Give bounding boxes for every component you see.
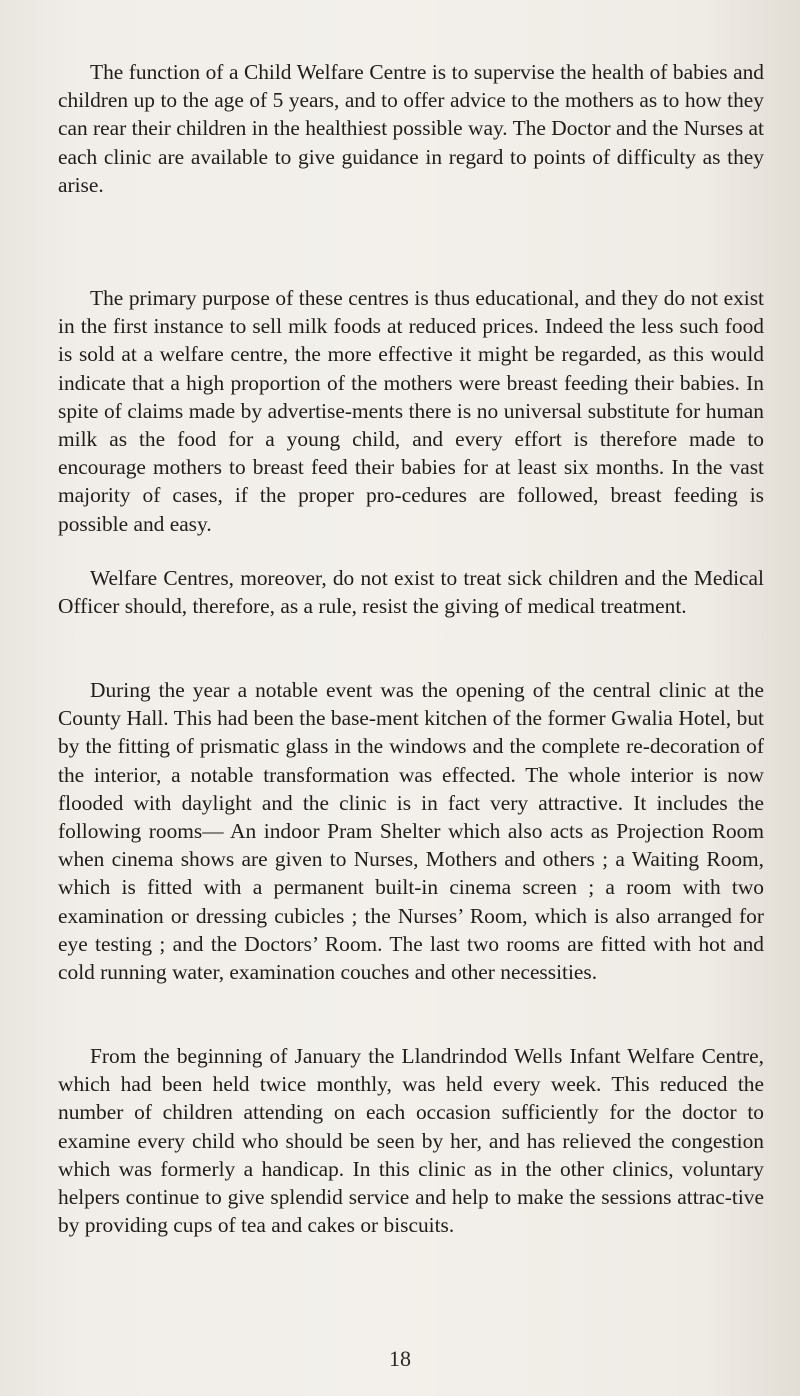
paragraph-5 — [58, 1042, 764, 1239]
paragraph-3-text: Welfare Centres, moreover, do not exist to treat sick children and the Medical Officer should, therefore, as a rule, resist the giving of medical treatment. — [58, 566, 764, 619]
paragraph-3 — [58, 564, 764, 620]
page-number: 18 — [389, 1346, 411, 1371]
paragraph-2 — [58, 284, 764, 538]
paragraph-4 — [58, 676, 764, 986]
paragraph-4-text: During the year a notable event was the opening of the central clinic at the County Hall. This had been the base-ment kitchen of the former Gwalia Hotel, but by the fitting of prismatic glass in the windows and the complete re-decoration of the interior, a notable transformation was effected. The whole interior is now flooded with daylight and the clinic is in fact very attractive. It includes the following rooms— An indoor Pram Shelter which also acts as Projection Room when cinema shows are given to Nurses, Mothers and others ; a Waiting Room, which is fitted with a permanent built-in cinema screen ; a room with two examination or dressing cubicles ; the Nurses’ Room, which is also arranged for eye testing ; and the Doctors’ Room. The last two rooms are fitted with hot and cold running water, examination couches and other necessities. — [58, 678, 764, 985]
paragraph-1 — [58, 58, 764, 199]
paragraph-1-text: The function of a Child Welfare Centre is to supervise the health of babies and children up to the age of 5 years, and to offer advice to the mothers as to how they can rear their children in the healthiest possible way. The Doctor and the Nurses at each clinic are available to give guidance in regard to points of difficulty as they arise. — [58, 60, 764, 197]
paragraph-5-text: From the beginning of January the Llandrindod Wells Infant Welfare Centre, which had been held twice monthly, was held every week. This reduced the number of children attending on each occasion sufficiently for the doctor to examine every child who should be seen by her, and has relieved the congestion which was formerly a handicap. In this clinic as in the other clinics, voluntary helpers continue to give splendid service and help to make the sessions attrac-tive by providing cups of tea and cakes or biscuits. — [58, 1044, 764, 1238]
paragraph-2-text: The primary purpose of these centres is thus educational, and they do not exist in the first instance to sell milk foods at reduced prices. Indeed the less such food is sold at a welfare centre, the more effective it might be regarded, as this would indicate that a high proportion of the mothers were breast feeding their babies. In spite of claims made by advertise-ments there is no universal substitute for human milk as the food for a young child, and every effort is therefore made to encourage mothers to breast feed their babies for at least six months. In the vast majority of cases, if the proper pro-cedures are followed, breast feeding is possible and easy. — [58, 286, 764, 536]
